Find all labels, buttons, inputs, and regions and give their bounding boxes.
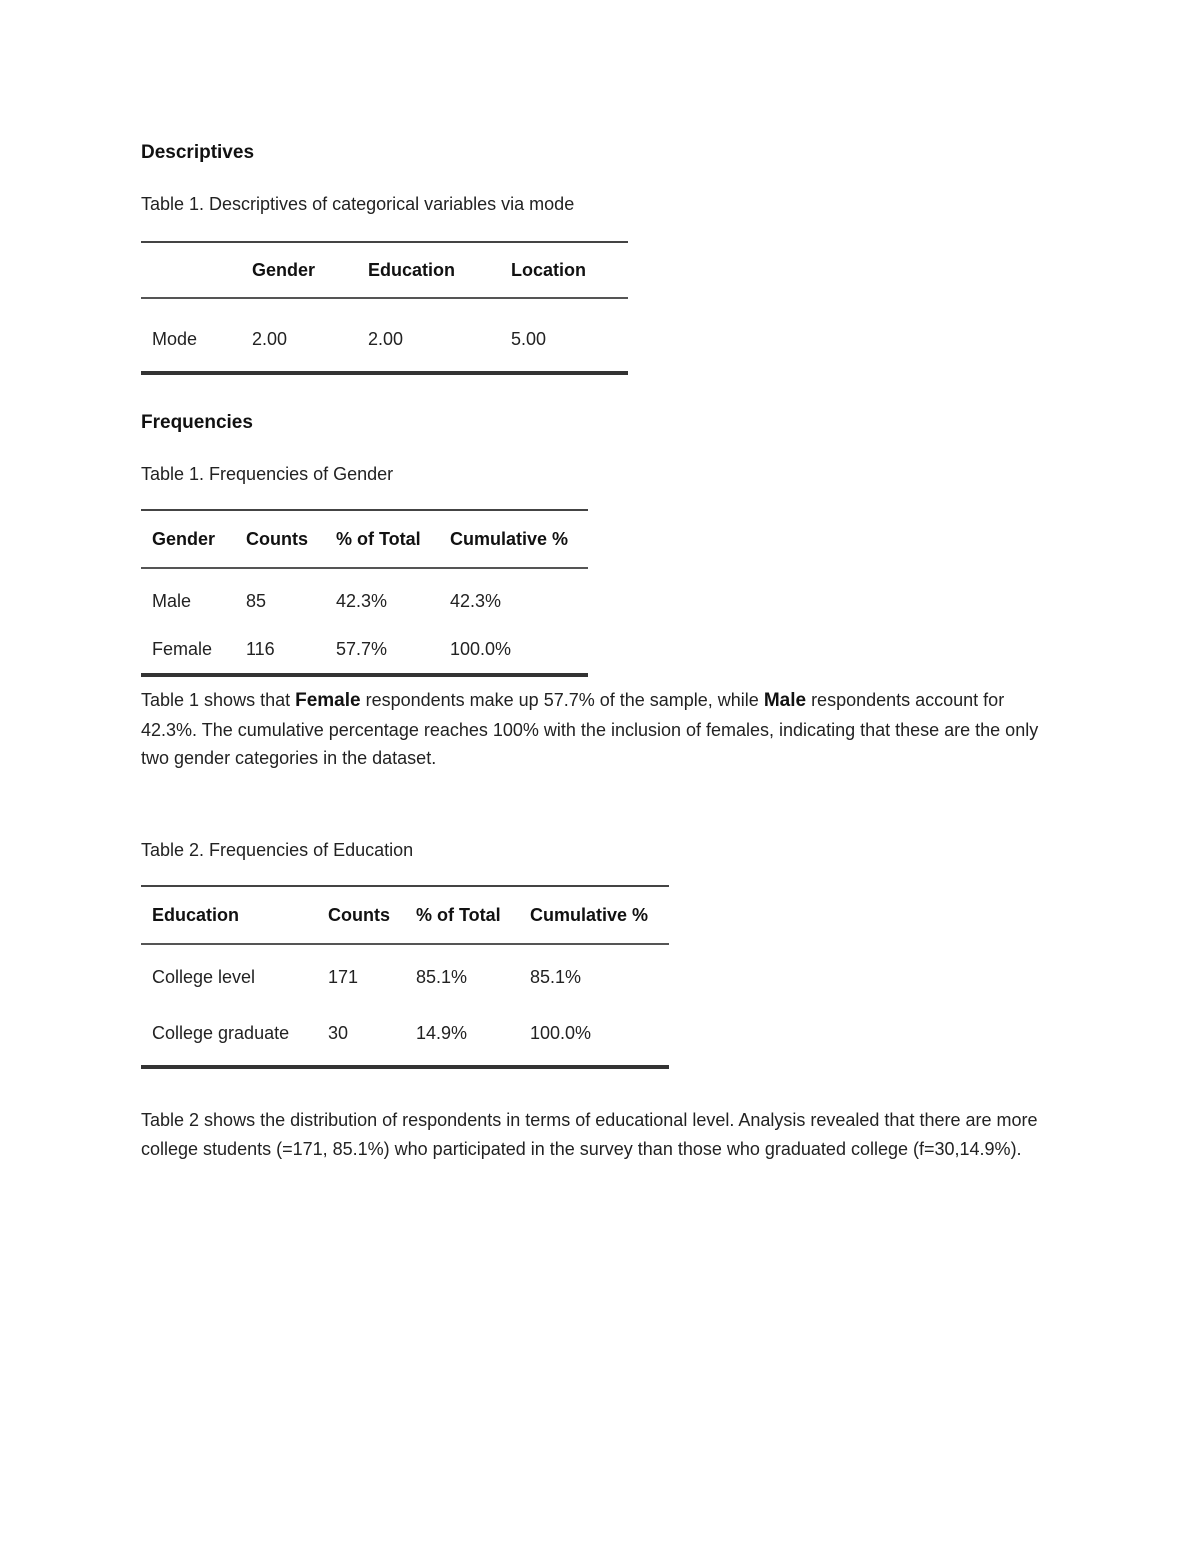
table-header-cell: Education [357, 242, 500, 298]
paragraph-text: Table 1 shows that [141, 690, 296, 710]
table-header-cell: Location [500, 242, 628, 298]
table-cell: 42.3% [336, 590, 388, 611]
table-header-cell: Cumulative % [519, 886, 669, 944]
table-header-cell: Gender [241, 242, 357, 298]
table-cell: Mode [141, 298, 241, 373]
table-cell: 42.3% [450, 590, 502, 611]
table-header-row [141, 510, 588, 568]
table-cell: Female [141, 625, 235, 675]
table-cell: 100.0% [439, 625, 588, 675]
education-frequency-table [141, 885, 669, 1069]
table-header-cell: % of Total [325, 510, 439, 568]
paragraph-text: respondents make up 57.7% of the sample, while [360, 690, 764, 710]
table-row [141, 944, 669, 1001]
table-header-cell: Counts [317, 886, 405, 944]
emphasis-female: Female [295, 690, 361, 711]
table-header-cell: Counts [235, 510, 325, 568]
table-cell: 57.7% [325, 625, 439, 675]
table-cell: 2.00 [357, 298, 500, 373]
table-cell: 171 [328, 966, 359, 987]
table-header-cell: Cumulative % [439, 510, 588, 568]
table-edu-caption: Table 2. Frequencies of Education [141, 840, 414, 860]
table-cell: College graduate [141, 1001, 317, 1067]
table-header-cell: Gender [141, 510, 235, 568]
frequencies-heading: Frequencies [141, 412, 253, 433]
table-cell: 85.1% [530, 966, 582, 987]
table-cell: 85.1% [416, 966, 468, 987]
table-desc-caption: Table 1. Descriptives of categorical variables via mode [141, 194, 575, 214]
gender-frequency-table [141, 509, 588, 677]
table-cell: 100.0% [519, 1001, 669, 1067]
table-header-row [141, 242, 628, 298]
paragraph-text: respondents account for 42.3%. The cumulative percentage reaches 100% with the inclusion of females, indicating that these are the only two gender categories in the dataset. [141, 690, 1039, 768]
table-header-cell: % of Total [405, 886, 519, 944]
table-cell: 14.9% [405, 1001, 519, 1067]
table-cell: 85 [246, 590, 267, 611]
gender-interpretation-paragraph [141, 686, 1056, 773]
table-gender-caption: Table 1. Frequencies of Gender [141, 464, 394, 484]
table-cell: College level [152, 966, 256, 987]
table-row [141, 568, 588, 625]
table-cell: 2.00 [241, 298, 357, 373]
education-interpretation-paragraph: Table 2 shows the distribution of respondents in terms of educational level. Analysis revealed that there are more college students (=171, 85.1%) who participated in the survey than those who graduated college (f=30,14.9%). [141, 1110, 1038, 1159]
table-cell: 116 [235, 625, 325, 675]
table-cell: 5.00 [500, 298, 628, 373]
descriptives-table [141, 241, 628, 375]
table-row [141, 1001, 669, 1067]
table-header-cell [141, 242, 241, 298]
table-header-cell: Education [141, 886, 317, 944]
table-row [141, 625, 588, 675]
descriptives-heading: Descriptives [141, 142, 255, 163]
table-cell: Male [152, 590, 192, 611]
table-cell: 30 [317, 1001, 405, 1067]
emphasis-male: Male [763, 690, 807, 711]
table-row [141, 298, 628, 373]
table-header-row [141, 886, 669, 944]
